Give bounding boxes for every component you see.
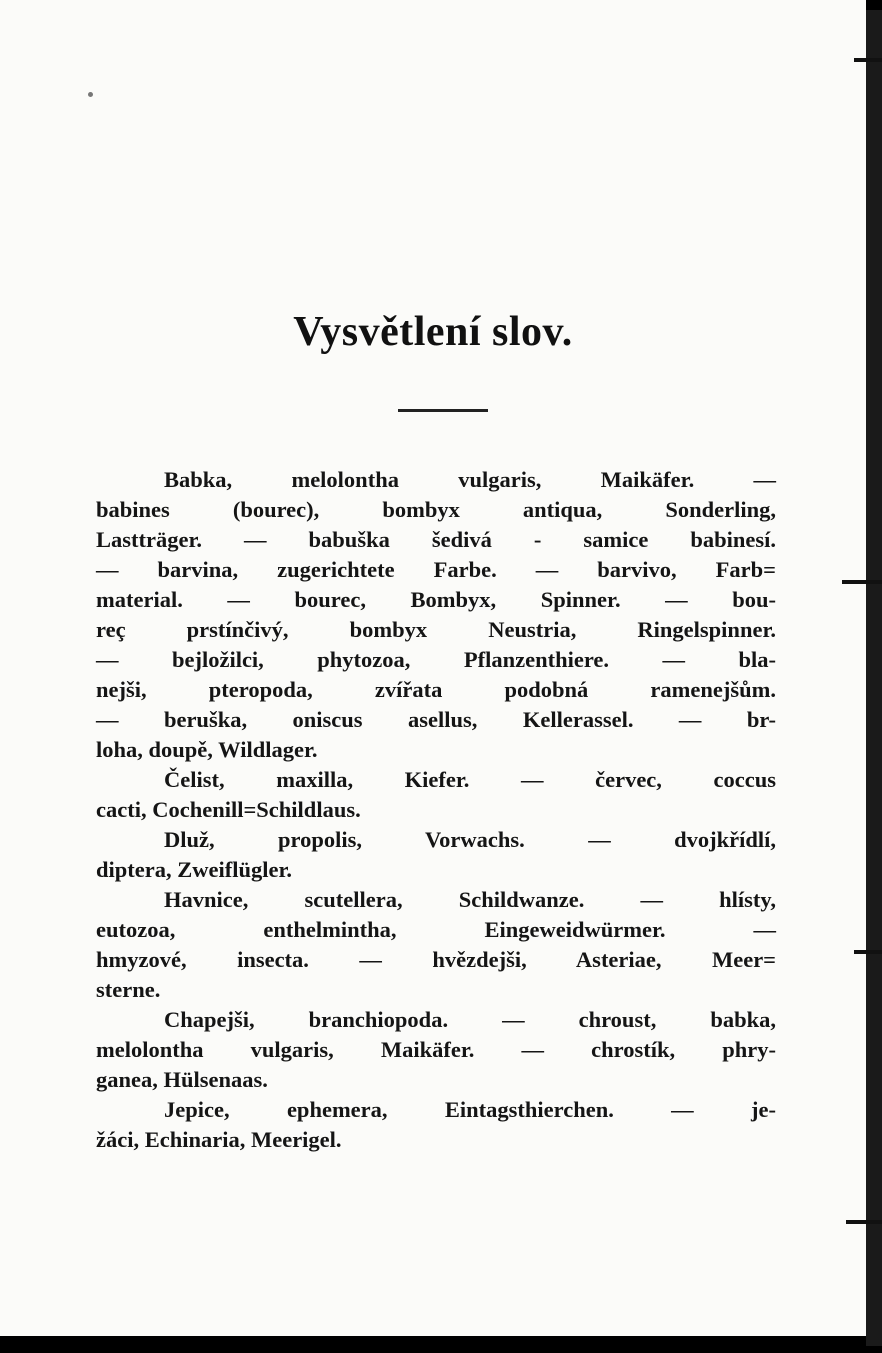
glossary-line: Lastträger. — babuška šedivá - samice babinesí. (96, 527, 776, 552)
speck-mark (88, 92, 93, 97)
page-edge-shadow (866, 10, 882, 1346)
glossary-line: Dluž, propolis, Vorwachs. — dvojkřídlí, (164, 827, 776, 852)
glossary-line: Čelist, maxilla, Kiefer. — červec, coccus (164, 767, 776, 792)
glossary-line: eutozoa, enthelmintha, Eingeweidwürmer. — (96, 917, 776, 942)
glossary-text (96, 465, 776, 1155)
glossary-line: reç prstínčivý, bombyx Neustria, Ringelspinner. (96, 617, 776, 642)
binding-mark (846, 1220, 882, 1224)
glossary-line: Babka, melolontha vulgaris, Maikäfer. — (164, 467, 776, 492)
binding-mark (854, 950, 882, 954)
binding-mark (842, 580, 882, 584)
glossary-line: ganea, Hülsenaas. (96, 1067, 268, 1092)
glossary-line: babines (bourec), bombyx antiqua, Sonderling, (96, 497, 776, 522)
glossary-line: loha, doupě, Wildlager. (96, 737, 318, 762)
glossary-line: sterne. (96, 977, 161, 1002)
glossary-line: Havnice, scutellera, Schildwanze. — hlísty, (164, 887, 776, 912)
glossary-line: melolontha vulgaris, Maikäfer. — chrostík, phry- (96, 1037, 776, 1062)
glossary-line: — bejložilci, phytozoa, Pflanzenthiere. — bla- (96, 647, 776, 672)
glossary-line: Chapejši, branchiopoda. — chroust, babka, (164, 1007, 776, 1032)
binding-mark (854, 58, 882, 62)
glossary-line: diptera, Zweiflügler. (96, 857, 293, 882)
glossary-line: žáci, Echinaria, Meerigel. (96, 1127, 342, 1152)
glossary-line: material. — bourec, Bombyx, Spinner. — bou- (96, 587, 776, 612)
glossary-line: Jepice, ephemera, Eintagsthierchen. — je- (164, 1097, 776, 1122)
page-title: Vysvětlení slov. (293, 309, 573, 355)
glossary-line: hmyzové, insecta. — hvězdejši, Asteriae, Meer= (96, 947, 776, 972)
glossary-line: cacti, Cochenill=Schildlaus. (96, 797, 361, 822)
glossary-line: — beruška, oniscus asellus, Kellerassel. — br- (96, 707, 776, 732)
title-divider (398, 409, 488, 412)
glossary-line: — barvina, zugerichtete Farbe. — barvivo, Farb= (96, 557, 776, 582)
glossary-line: nejši, pteropoda, zvířata podobná ramenejšům. (96, 677, 776, 702)
